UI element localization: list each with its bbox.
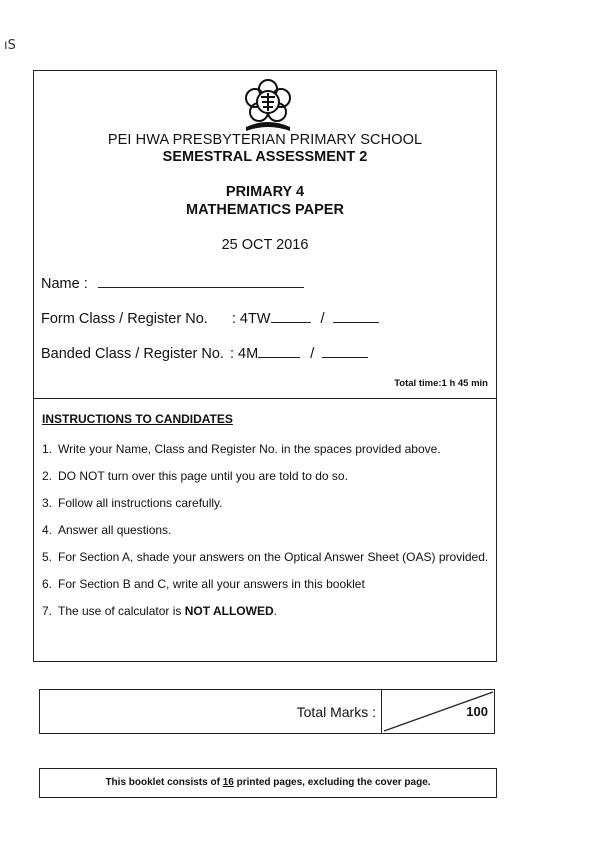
name-blank[interactable]: [98, 275, 304, 288]
form-class-prefix: : 4TW: [231, 311, 271, 327]
form-class-label: Form Class / Register No.: [41, 311, 208, 327]
form-class-field: [41, 310, 379, 327]
cover-header-box: [33, 70, 497, 662]
page-note-before: This booklet consists of: [105, 777, 223, 788]
instruction-text: Follow all instructions carefully.: [58, 496, 223, 510]
assessment-title: SEMESTRAL ASSESSMENT 2: [162, 149, 368, 165]
instruction-item: [42, 496, 492, 511]
form-register-blank[interactable]: [333, 310, 379, 323]
instruction-text: For Section A, shade your answers on the Optical Answer Sheet (OAS) provided.: [58, 550, 489, 564]
page-count-box: [39, 768, 497, 798]
page-count: 16: [222, 777, 234, 788]
instruction-number: 6.: [42, 577, 53, 591]
subject-title: MATHEMATICS PAPER: [186, 202, 344, 218]
level-title: PRIMARY 4: [225, 184, 305, 200]
instruction-item: [42, 442, 492, 457]
school-name: PEI HWA PRESBYTERIAN PRIMARY SCHOOL: [107, 132, 423, 148]
marks-cell: [381, 690, 494, 733]
instruction-text: Answer all questions.: [58, 523, 172, 537]
instruction-number: 7.: [42, 604, 53, 618]
instruction-number: 4.: [42, 523, 53, 537]
school-crest-icon: [240, 77, 296, 135]
margin-note: ıS: [4, 38, 16, 53]
instruction-text: Write your Name, Class and Register No. in the spaces provided above.: [58, 442, 441, 456]
banded-class-label: Banded Class / Register No.: [41, 346, 224, 362]
total-time: Total time:1 h 45 min: [394, 378, 488, 389]
instruction-item: [42, 604, 492, 619]
banded-class-prefix: : 4M: [229, 346, 259, 362]
page-note-after: printed pages, excluding the cover page.: [233, 777, 431, 788]
instructions-title: INSTRUCTIONS TO CANDIDATES: [42, 412, 233, 426]
header-section: [34, 71, 496, 399]
total-marks-value: 100: [466, 704, 488, 719]
instruction-number: 2.: [42, 469, 53, 483]
exam-date: 25 OCT 2016: [221, 237, 309, 253]
instruction-item: [42, 577, 492, 592]
instruction-emphasis: NOT ALLOWED: [184, 604, 274, 618]
banded-class-field: [41, 345, 368, 362]
instruction-number: 1.: [42, 442, 53, 456]
banded-class-slash: /: [310, 346, 315, 362]
banded-register-blank[interactable]: [322, 345, 368, 358]
instructions-list: [42, 442, 492, 631]
instruction-number: 3.: [42, 496, 53, 510]
instruction-text: DO NOT turn over this page until you are told to do so.: [58, 469, 348, 483]
instruction-item: [42, 550, 492, 565]
instruction-number: 5.: [42, 550, 53, 564]
total-marks-label: Total Marks :: [296, 704, 376, 720]
instruction-text: For Section B and C, write all your answers in this booklet: [58, 577, 365, 591]
form-class-blank[interactable]: [271, 310, 311, 323]
instruction-item: [42, 469, 492, 484]
total-marks-box: [39, 689, 495, 734]
name-label: Name :: [41, 276, 88, 292]
instruction-end: .: [273, 604, 277, 618]
form-class-slash: /: [320, 311, 325, 327]
instruction-item: [42, 523, 492, 538]
instruction-text: The use of calculator is: [58, 604, 185, 618]
name-field: [41, 275, 304, 292]
banded-class-blank[interactable]: [258, 345, 300, 358]
